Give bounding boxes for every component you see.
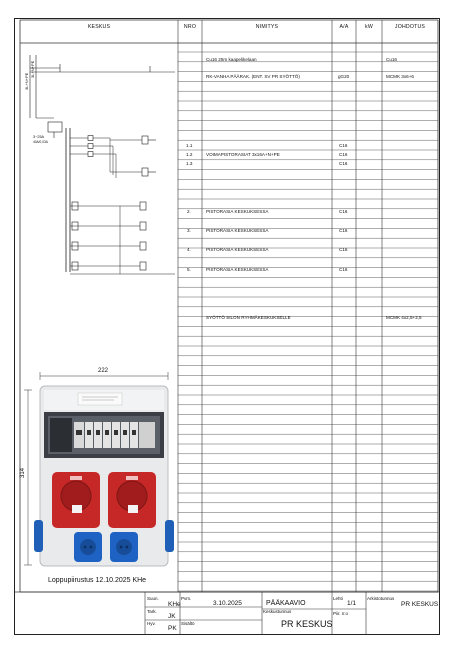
row-nro: 3. bbox=[187, 228, 191, 233]
row-johdotus: MCMK 3x6+6 bbox=[386, 74, 414, 79]
socket-symbol bbox=[140, 222, 146, 230]
row-aa: C16 bbox=[339, 209, 348, 214]
supply-label-1: 3L+N+PE bbox=[24, 72, 29, 90]
suun-value: KHe bbox=[168, 601, 181, 608]
row-aa: C16 bbox=[339, 228, 348, 233]
height-dimension: 314 bbox=[20, 467, 26, 478]
arkistotunnus-label: Arkistotunnus bbox=[367, 596, 395, 601]
hyv-value: PK bbox=[168, 625, 177, 632]
row-nimitys: RK-VANHA PÄÄRAK. (ENT. SV PR SYÖTTÖ) bbox=[206, 74, 300, 79]
row-nimitys: VOIMAPISTORASIAT 3x16A+N+PE bbox=[206, 152, 280, 157]
socket-symbol bbox=[140, 242, 146, 250]
row-nimitys: Cu16 25m kaapelikelaan bbox=[206, 57, 257, 62]
header-aa: A/A bbox=[339, 24, 349, 30]
tark-value: JK bbox=[168, 613, 176, 620]
socket-symbol bbox=[140, 262, 146, 270]
header-johdotus: JOHDOTUS bbox=[394, 24, 426, 30]
board-photo bbox=[22, 360, 178, 592]
row-aa: C16 bbox=[339, 247, 348, 252]
row-nro: 1.1 bbox=[186, 143, 193, 148]
lehti-value: 1/1 bbox=[347, 600, 357, 607]
socket-symbol bbox=[140, 202, 146, 210]
sisalto-label: Sisältö bbox=[181, 621, 195, 626]
lehti-label: Lehti bbox=[333, 596, 343, 601]
rcd-breaker-sub: 40A/0,03A bbox=[33, 140, 48, 144]
row-nro: 5. bbox=[187, 267, 191, 272]
suun-label: Suun. bbox=[147, 596, 159, 601]
row-aa: C16 bbox=[339, 152, 348, 157]
row-nimitys: PISTORASIA KESKUKSESSA bbox=[206, 267, 269, 272]
row-nro: 1.3 bbox=[186, 161, 193, 166]
header-keskus: KESKUS bbox=[87, 24, 111, 30]
header-kw: kW bbox=[365, 24, 373, 30]
breaker-symbol bbox=[88, 152, 93, 157]
header-nro: NRO bbox=[183, 24, 197, 30]
row-aa: C16 bbox=[339, 267, 348, 272]
piirustus-label: Piir. n:o bbox=[333, 611, 349, 616]
row-nimitys: PISTORASIA KESKUKSESSA bbox=[206, 209, 269, 214]
width-dimension: 222 bbox=[98, 368, 109, 374]
row-johdotus: MCMK 4x2,5+2,5 bbox=[386, 315, 422, 320]
breaker-symbol bbox=[88, 144, 93, 149]
keskus-name: PR KESKUS bbox=[281, 619, 333, 629]
supply-label-2: 3L+N+PE bbox=[30, 60, 35, 78]
breaker-symbol bbox=[88, 136, 93, 141]
drawing-type: PÄÄKAAVIO bbox=[266, 600, 306, 607]
pvm-value: 3.10.2025 bbox=[213, 600, 242, 607]
row-nro: 1.2 bbox=[186, 152, 193, 157]
rcd-breaker bbox=[48, 122, 62, 132]
rcd-breaker-label: 3~25A bbox=[33, 135, 45, 139]
pvm-label: Pvm. bbox=[181, 596, 192, 601]
row-nimitys: PISTORASIA KESKUKSESSA bbox=[206, 228, 269, 233]
row-aa: gG20 bbox=[338, 74, 350, 79]
row-nro: 4. bbox=[187, 247, 191, 252]
photo-caption: Loppupiirustus 12.10.2025 KHe bbox=[48, 577, 147, 584]
header-nimitys: NIMITYS bbox=[255, 24, 279, 30]
row-aa: C16 bbox=[339, 161, 348, 166]
row-johdotus: Cu16 bbox=[386, 57, 397, 62]
socket-symbol bbox=[142, 136, 148, 144]
row-aa: C16 bbox=[339, 143, 348, 148]
row-nro: 2. bbox=[187, 209, 191, 214]
row-nimitys: SYÖTTÖ SILON RYHMÄKESKUKSELLE bbox=[206, 315, 291, 320]
socket-symbol bbox=[142, 168, 148, 176]
tark-label: Tark. bbox=[147, 609, 157, 614]
arkisto-value: PR KESKUS bbox=[401, 601, 439, 608]
row-nimitys: PISTORASIA KESKUKSESSA bbox=[206, 247, 269, 252]
hyv-label: Hyv. bbox=[147, 621, 156, 626]
keskustunnus-label: Keskustunnus bbox=[263, 609, 292, 614]
